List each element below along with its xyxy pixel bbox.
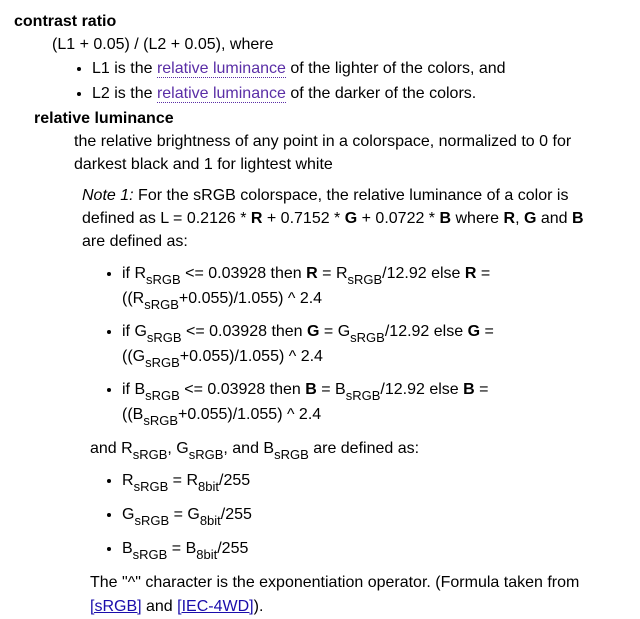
list-item: • $G_{sRGB} = G_{8bit}/255$	[122, 503, 640, 527]
list-item: • L1 is the relative luminance of the lighter of the colors, and	[92, 56, 640, 81]
relative-luminance-definition: the relative brightness of any point in a colorspace, normalized to 0 for darkest black and 1 for lightest white	[74, 133, 572, 173]
relative-luminance-link[interactable]: relative luminance	[156, 60, 286, 77]
relative-luminance-link[interactable]: relative luminance	[156, 85, 286, 102]
channel-rules	[14, 261, 622, 427]
list-item: • L2 is the relative luminance of the darker of the colors.	[92, 81, 640, 106]
list-item: • $B_{sRGB} = B_{8bit}/255$	[122, 537, 640, 561]
term-relative-luminance: relative luminance	[34, 110, 174, 127]
note-label: Note 1:	[82, 187, 134, 204]
note-1: Note 1: For the sRGB colorspace, the relative luminance of a color is defined as L = 0.2126 * R + 0.7152 * G + 0.0722 * B where R, G and B are defined as:	[82, 187, 584, 250]
contrast-bullets	[14, 56, 640, 106]
iec-4wd-reference-link[interactable]: [IEC-4WD]	[177, 598, 254, 615]
list-item: • if $G_{sRGB} <= 0.03928$ then $G = G_{sRGB}/12.92$ else G = $((G_{sRGB}+0.055)/1.055)$ ^ 2.4	[122, 319, 622, 369]
list-item: • $R_{sRGB} = R_{8bit}/255$	[122, 469, 640, 493]
srgb-definition-intro: and $R_{sRGB}$, $G_{sRGB}$, and $B_{sRGB}$ are defined as:	[90, 440, 420, 462]
formula-footnote: The "^" character is the exponentiation operator. (Formula taken from [sRGB] and [IEC-4WD]).	[90, 574, 580, 615]
srgb-reference-link[interactable]: [sRGB]	[90, 598, 142, 615]
list-item: • if $B_{sRGB} <= 0.03928$ then $B = B_{sRGB}/12.92$ else B = $((B_{sRGB}+0.055)/1.055)$ ^ 2.4	[122, 377, 622, 427]
term-contrast-ratio: contrast ratio	[14, 13, 117, 30]
srgb-8bit-list	[14, 469, 640, 561]
contrast-formula: (L1 + 0.05) / (L2 + 0.05), where	[52, 36, 274, 53]
list-item: • if $R_{sRGB} <= 0.03928$ then $R = R_{sRGB}/12.92$ else R = $((R_{sRGB}+0.055)/1.055)$ ^ 2.4	[122, 261, 622, 311]
